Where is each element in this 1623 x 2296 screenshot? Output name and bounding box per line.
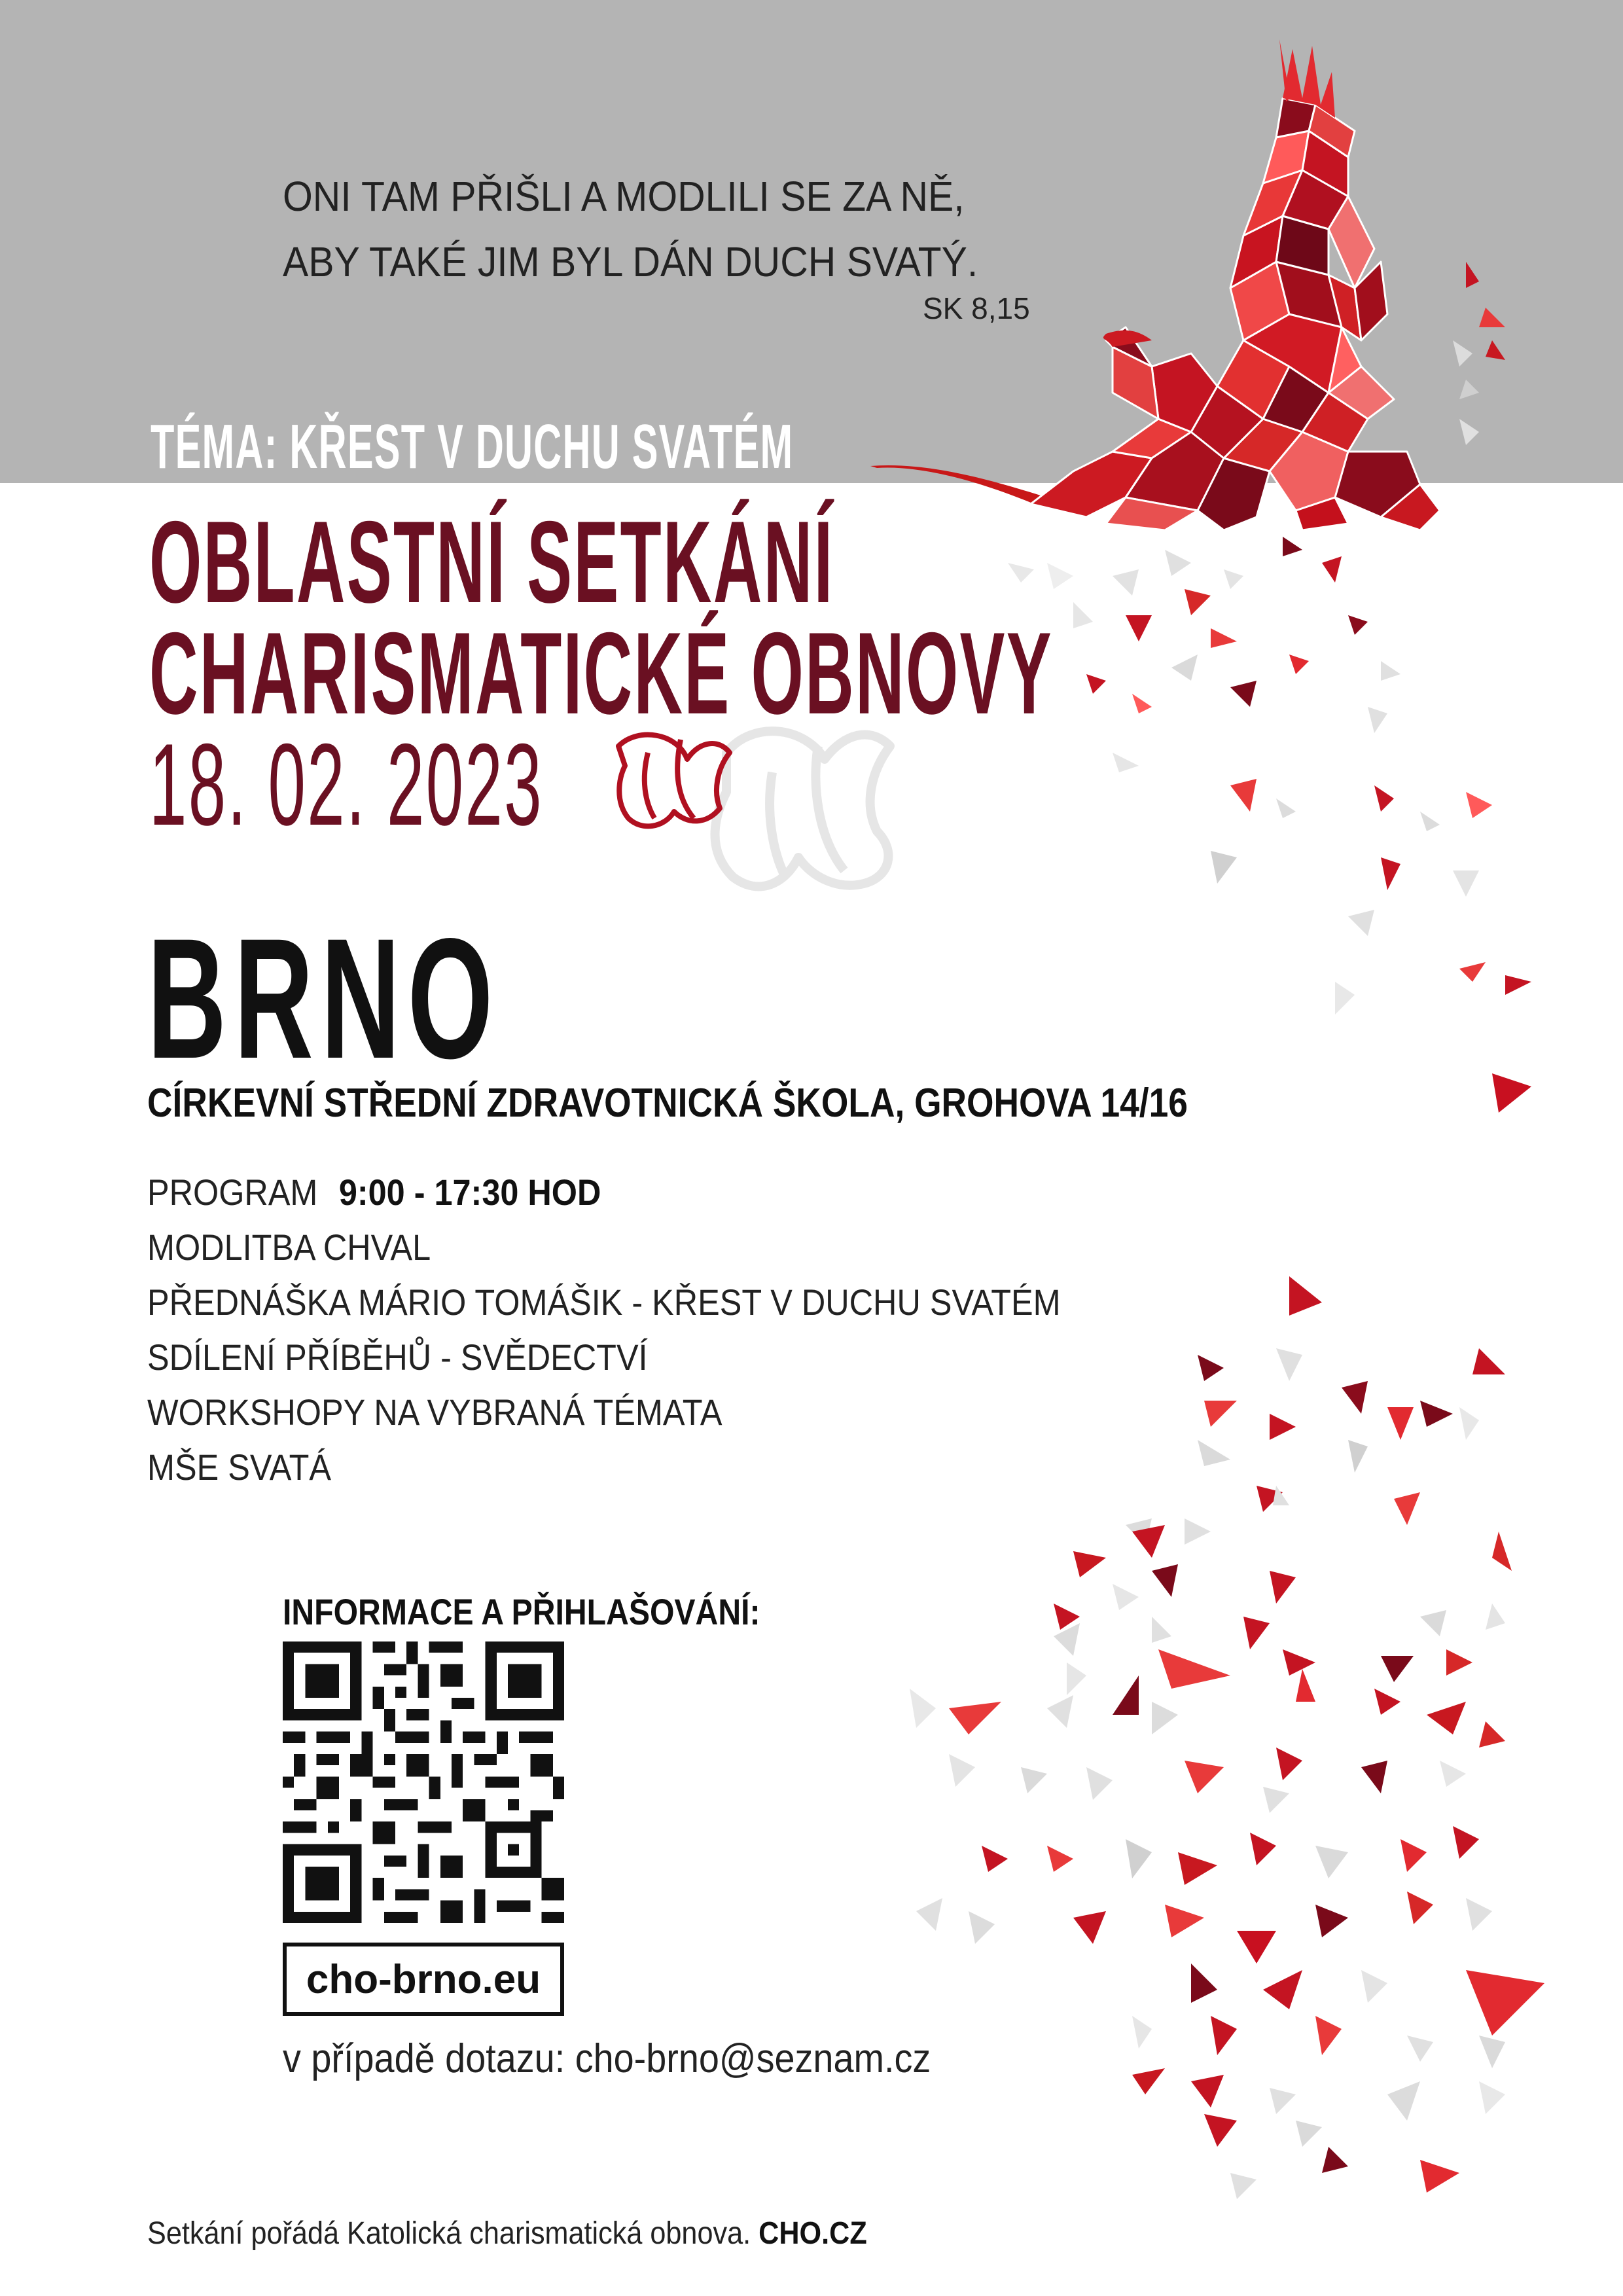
watermark-dove-icon xyxy=(715,731,891,886)
quote-line-2: ABY TAKÉ JIM BYL DÁN DUCH SVATÝ. xyxy=(283,238,978,285)
program-item: MŠE SVATÁ xyxy=(147,1446,331,1488)
scripture-quote xyxy=(283,164,978,295)
quote-reference: SK 8,15 xyxy=(923,291,1030,325)
quote-line-1: ONI TAM PŘIŠLI A MODLILI SE ZA NĚ, xyxy=(283,173,965,220)
venue-address: CÍRKEVNÍ STŘEDNÍ ZDRAVOTNICKÁ ŠKOLA, GROHOVA 14/16 xyxy=(147,1081,1188,1126)
website-label: cho-brno.eu xyxy=(306,1956,541,2002)
theme-heading: TÉMA: KŘEST V DUCHU SVATÉM xyxy=(151,412,794,482)
footer-brand: CHO.CZ xyxy=(758,2216,867,2251)
title-line-2: CHARISMATICKÉ OBNOVY xyxy=(149,608,1053,738)
event-date: 18. 02. 2023 xyxy=(149,719,543,850)
program-item: WORKSHOPY NA VYBRANÁ TÉMATA xyxy=(147,1391,722,1433)
program-header xyxy=(147,1165,1061,1220)
program-item: PŘEDNÁŠKA MÁRIO TOMÁŠIK - KŘEST V DUCHU SVATÉM xyxy=(147,1282,1061,1323)
program-hours: 9:00 - 17:30 HOD xyxy=(338,1172,601,1213)
logo-icon xyxy=(618,735,730,827)
program-label: PROGRAM xyxy=(147,1172,318,1213)
city-name: BRNO xyxy=(147,903,501,1094)
title-line-1: OBLASTNÍ SETKÁNÍ xyxy=(149,497,834,627)
footer xyxy=(147,2215,867,2251)
website-link[interactable] xyxy=(283,1943,564,2016)
qr-code[interactable] xyxy=(283,1641,564,1923)
info-heading: INFORMACE A PŘIHLAŠOVÁNÍ: xyxy=(283,1591,760,1632)
program-item: SDÍLENÍ PŘÍBĚHŮ - SVĚDECTVÍ xyxy=(147,1336,648,1378)
contact-email: v případě dotazu: cho-brno@seznam.cz xyxy=(283,2036,931,2081)
program-list xyxy=(147,1165,1061,1495)
program-item: MODLITBA CHVAL xyxy=(147,1227,431,1268)
footer-text: Setkání pořádá Katolická charismatická obnova. xyxy=(147,2216,759,2251)
